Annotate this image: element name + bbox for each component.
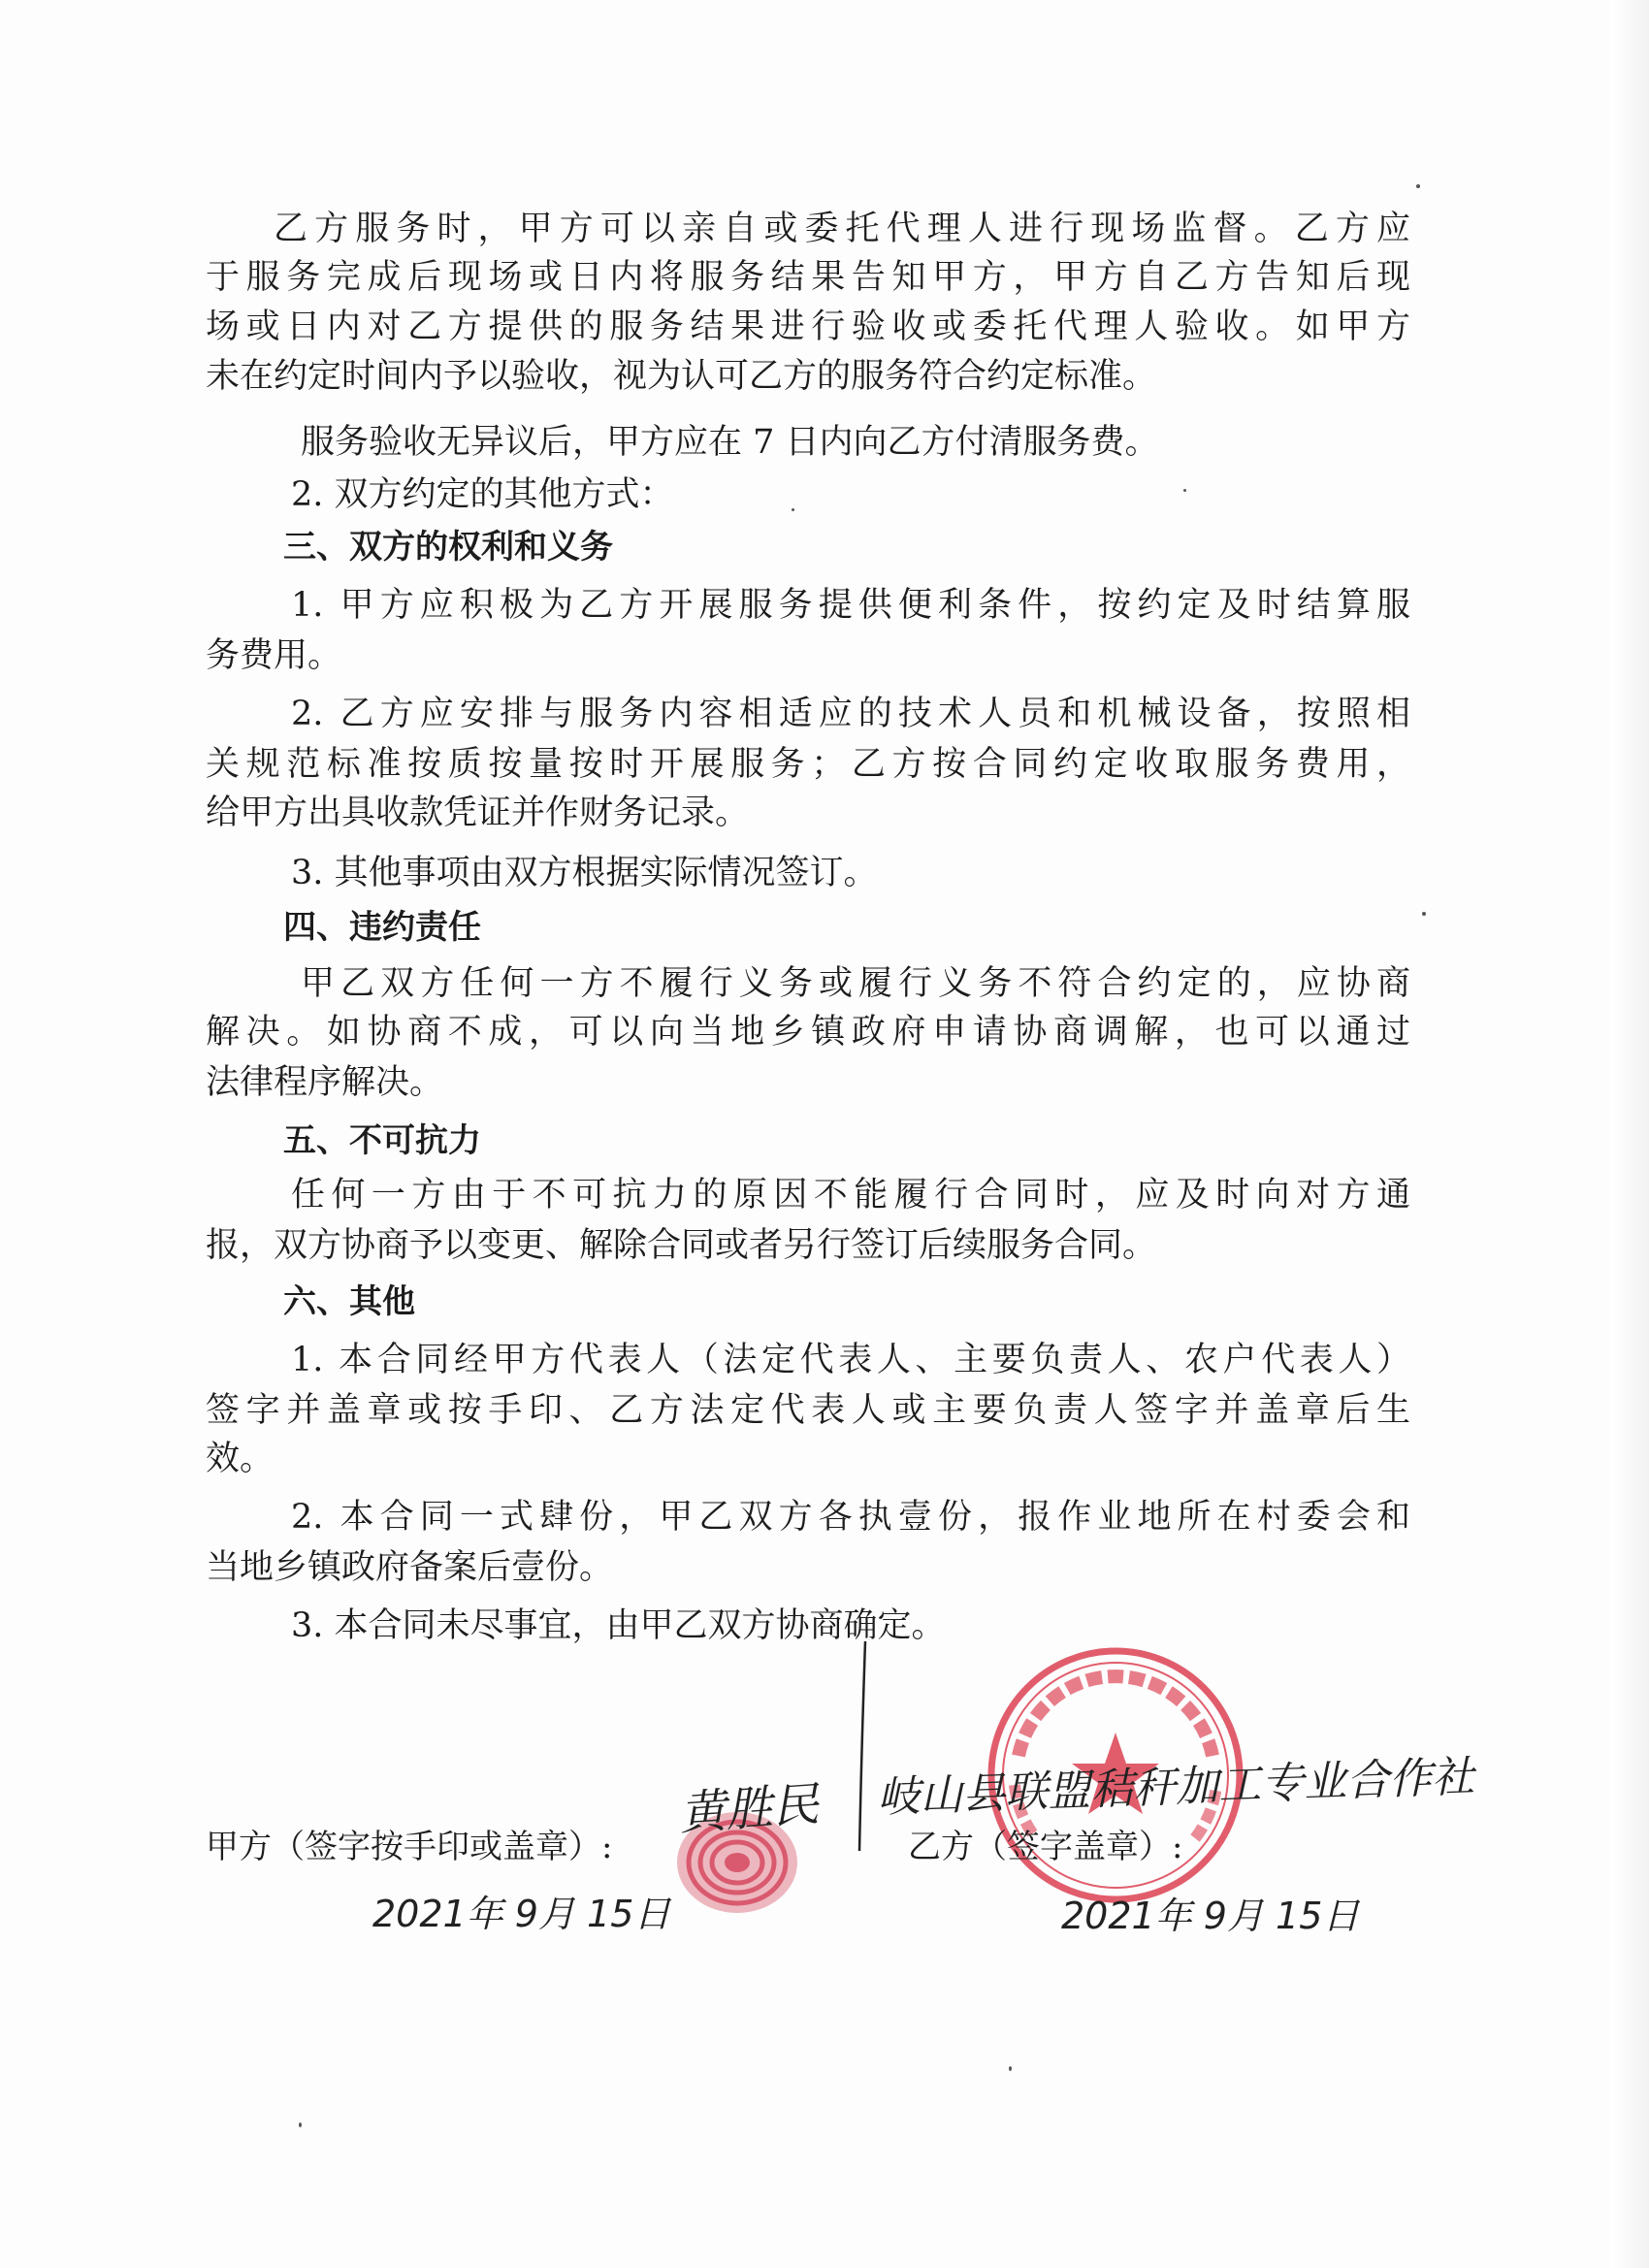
body-line: 未在约定时间内予以验收，视为认可乙方的服务符合约定标准。 [206,357,1157,396]
scan-speck [1416,184,1420,188]
body-line: 关规范标准按质按量按时开展服务；乙方按合同约定收取服务费用， [206,745,1410,784]
body-line: 甲乙双方任何一方不履行义务或履行义务不符合约定的，应协商 [301,964,1410,1003]
body-line: 务费用。 [206,636,342,675]
body-line: 签字并盖章或按手印、乙方法定代表人或主要负责人签字并盖章后生 [206,1391,1410,1430]
body-line: 给甲方出具收款凭证并作财务记录。 [206,794,750,832]
scan-edge-shadow [1610,0,1649,2268]
body-line: 3. 本合同未尽事宜，由甲乙双方协商确定。 [291,1606,946,1645]
pen-stroke-icon [854,1639,873,1853]
body-line: 3. 其他事项由双方根据实际情况签订。 [291,854,878,892]
party-b-label: 乙方（签字盖章）: [908,1828,1183,1866]
section-heading-5: 五、不可抗力 [283,1121,481,1160]
scan-speck [792,508,794,511]
body-line: 1. 甲方应积极为乙方开展服务提供便利条件，按约定及时结算服 [291,586,1410,625]
body-line: 任何一方由于不可抗力的原因不能履行合同时，应及时向对方通 [291,1176,1410,1215]
body-line: 乙方服务时，甲方可以亲自或委托代理人进行现场监督。乙方应 [274,210,1410,248]
body-line: 解决。如协商不成，可以向当地乡镇政府申请协商调解，也可以通过 [206,1013,1410,1052]
section-heading-6: 六、其他 [283,1282,415,1321]
body-line: 1. 本合同经甲方代表人（法定代表人、主要负责人、农户代表人） [291,1341,1410,1379]
section-heading-3: 三、双方的权利和义务 [283,528,613,567]
body-line: 法律程序解决。 [206,1063,444,1102]
body-line: 2. 乙方应安排与服务内容相适应的技术人员和机械设备，按照相 [291,695,1410,733]
party-a-signature: 黄胜民 [677,1777,822,1841]
scan-speck [1183,489,1186,492]
party-b-date: 2021年 9月 15日 [1061,1895,1360,1937]
section-heading-4: 四、违约责任 [283,908,481,947]
scan-speck [1009,2066,1012,2071]
body-line: 服务验收无异议后，甲方应在 7 日内向乙方付清服务费。 [301,423,1159,462]
scan-speck [299,2122,302,2127]
body-line: 场或日内对乙方提供的服务结果进行验收或委托代理人验收。如甲方 [206,308,1410,346]
body-line: 2. 双方约定的其他方式： [291,475,674,514]
body-line: 当地乡镇政府备案后壹份。 [206,1548,614,1587]
body-line: 于服务完成后现场或日内将服务结果告知甲方，甲方自乙方告知后现 [206,258,1410,297]
party-b-signature: 岐山县联盟秸秆加工专业合作社 [876,1752,1475,1823]
party-a-label: 甲方（签字按手印或盖章）: [206,1828,613,1866]
body-line: 2. 本合同一式肆份，甲乙双方各执壹份，报作业地所在村委会和 [291,1498,1410,1537]
party-a-date: 2021年 9月 15日 [372,1893,671,1935]
body-line: 报，双方协商予以变更、解除合同或者另行签订后续服务合同。 [206,1226,1157,1265]
body-line: 效。 [206,1440,275,1478]
scan-speck [1422,912,1426,916]
